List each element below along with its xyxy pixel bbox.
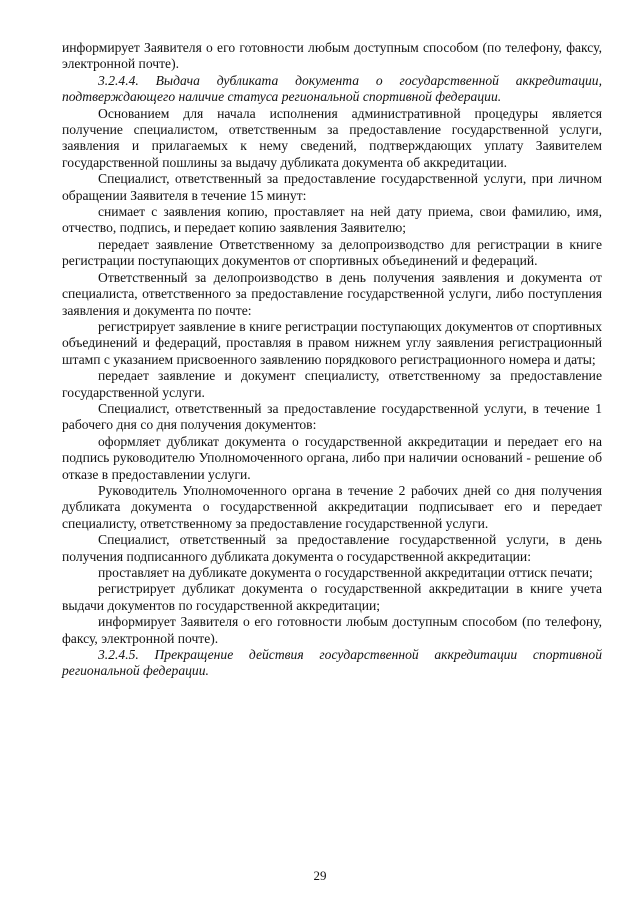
section-heading-3-2-4-4: 3.2.4.4. Выдача дубликата документа о государственной аккредитации, подтверждающего наличие статуса региональной спортивной федерации. bbox=[62, 72, 602, 105]
paragraph: передает заявление Ответственному за делопроизводство для регистрации в книге регистрации поступающих документов от спортивных объединений и федераций. bbox=[62, 236, 602, 269]
paragraph: информирует Заявителя о его готовности любым доступным способом (по телефону, факсу, электронной почте). bbox=[62, 40, 602, 72]
paragraph: Ответственный за делопроизводство в день получения заявления и документа от специалиста, ответственного за предоставление государственной услуги, либо поступления заявления и документа по почте: bbox=[62, 269, 602, 318]
paragraph: регистрирует заявление в книге регистрации поступающих документов от спортивных объединений и федераций, проставляя в правом нижнем углу заявления регистрационный штамп с указанием присвоенного заявлению порядкового регистрационного номера и даты; bbox=[62, 318, 602, 367]
paragraph: Основанием для начала исполнения административной процедуры является получение специалистом, ответственным за предоставление государственной услуги, заявления и прилагаемых к нему сведений, подтверждающих уплату Заявителем государственной пошлины за выдачу дубликата документа об аккредитации. bbox=[62, 105, 602, 170]
paragraph: снимает с заявления копию, проставляет на ней дату приема, свои фамилию, имя, отчество, подпись, и передает копию заявления Заявителю; bbox=[62, 204, 602, 236]
paragraph: Специалист, ответственный за предоставление государственной услуги, в течение 1 рабочего дня со дня получения документов: bbox=[62, 400, 602, 433]
paragraph: регистрирует дубликат документа о государственной аккредитации в книге учета выдачи документов по государственной аккредитации; bbox=[62, 581, 602, 613]
section-heading-3-2-4-5: 3.2.4.5. Прекращение действия государственной аккредитации спортивной региональной федерации. bbox=[62, 647, 602, 679]
paragraph: Специалист, ответственный за предоставление государственной услуги, при личном обращении Заявителя в течение 15 минут: bbox=[62, 171, 602, 203]
paragraph: Руководитель Уполномоченного органа в течение 2 рабочих дней со дня получения дубликата документа о государственной аккредитации подписывает его и передает специалисту, ответственному за предоставление государственной услуги. bbox=[62, 482, 602, 531]
paragraph: проставляет на дубликате документа о государственной аккредитации оттиск печати; bbox=[98, 565, 593, 580]
paragraph: передает заявление и документ специалисту, ответственному за предоставление государственной услуги. bbox=[62, 368, 602, 400]
paragraph: оформляет дубликат документа о государственной аккредитации и передает его на подпись руководителю Уполномоченного органа, либо при наличии оснований - решение об отказе в предоставлении услуги. bbox=[62, 433, 602, 482]
page-number: 29 bbox=[313, 868, 327, 883]
paragraph: Специалист, ответственный за предоставление государственной услуги, в день получения подписанного дубликата документа о государственной аккредитации: bbox=[62, 532, 602, 564]
body-text bbox=[62, 40, 602, 680]
paragraph: информирует Заявителя о его готовности любым доступным способом (по телефону, факсу, электронной почте). bbox=[62, 614, 602, 646]
